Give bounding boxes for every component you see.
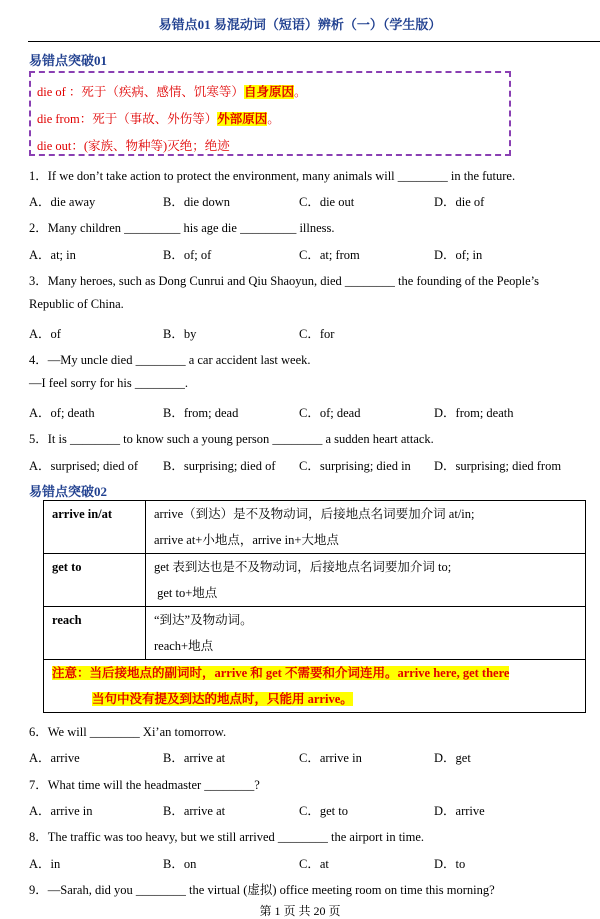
rule-line-1-suffix: 。	[293, 85, 307, 99]
table-row	[44, 554, 586, 607]
q4-option-d: D．from; death	[434, 406, 514, 420]
explanation-line: get 表到达也是不及物动词，后接地点名词要加介词 to;	[154, 560, 452, 574]
q2-option-d: D．of; in	[434, 248, 483, 262]
title-divider	[28, 41, 600, 42]
q6-option-c: C．arrive in	[299, 751, 362, 765]
q4-option-c: C．of; dead	[299, 406, 361, 420]
rule-line-1-text: die of ：死于（疾病、感情、饥寒等）	[37, 85, 244, 99]
term-cell	[44, 607, 146, 660]
term-get-to: get to	[52, 560, 82, 574]
explanation-cell	[146, 501, 586, 554]
term-arrive: arrive in/at	[52, 507, 113, 521]
explanation-line: get to+地点	[154, 586, 218, 600]
q5-option-b: B．surprising; died of	[163, 459, 276, 473]
note-line-2-text: 当句中没有提及到达的地点时，只能用 arrive。	[92, 692, 353, 706]
question-3-stem-cont: Republic of China.	[29, 297, 124, 311]
explanation-line: “到达”及物动词。	[154, 613, 253, 627]
q8-option-d: D．to	[434, 857, 466, 871]
q8-option-a: A．in	[29, 857, 61, 871]
q6-option-d: D．get	[434, 751, 471, 765]
q4-option-a: A．of; death	[29, 406, 95, 420]
term-cell	[44, 554, 146, 607]
q1-option-a: A．die away	[29, 195, 96, 209]
question-3-stem: 3．Many heroes, such as Dong Cunrui and Qiu Shaoyun, died ________ the founding of the People’s	[29, 274, 540, 288]
rule-line-2	[37, 109, 280, 127]
q1-option-c: C．die out	[299, 195, 355, 209]
q8-option-c: C．at	[299, 857, 329, 871]
note-line-1-text: 注意：当后接地点的副词时，arrive 和 get 不需要和介词连用。arrive here, get there	[52, 666, 510, 680]
q7-option-b: B．arrive at	[163, 804, 226, 818]
q6-option-a: A．arrive	[29, 751, 80, 765]
q7-option-d: D．arrive	[434, 804, 485, 818]
rule-line-1-highlight: 自身原因	[243, 85, 294, 99]
section2-heading: 易错点突破02	[29, 484, 108, 499]
question-9-stem: 9．—Sarah, did you ________ the virtual (虚拟) office meeting room on time this morning?	[29, 883, 495, 897]
q1-option-b: B．die down	[163, 195, 231, 209]
explanation-cell	[146, 607, 586, 660]
note-cell	[44, 660, 586, 713]
q6-option-b: B．arrive at	[163, 751, 226, 765]
term-cell	[44, 501, 146, 554]
q3-option-c: C．for	[299, 327, 335, 341]
verb-comparison-table	[43, 500, 586, 713]
explanation-line: reach+地点	[154, 639, 214, 653]
question-4-stem-cont: —I feel sorry for his ________.	[29, 376, 188, 390]
note-row	[44, 660, 586, 713]
q5-option-a: A．surprised; died of	[29, 459, 139, 473]
explanation-line: arrive at+小地点，arrive in+大地点	[154, 533, 339, 547]
question-5-stem: 5．It is ________ to know such a young person ________ a sudden heart attack.	[29, 432, 434, 446]
q8-option-b: B．on	[163, 857, 197, 871]
q2-option-c: C．at; from	[299, 248, 360, 262]
page-footer: 第 1 页 共 20 页	[259, 904, 341, 918]
rule-line-1	[37, 82, 306, 100]
q5-option-c: C．surprising; died in	[299, 459, 411, 473]
q3-option-b: B．by	[163, 327, 197, 341]
q5-option-d: D．surprising; died from	[434, 459, 562, 473]
explanation-cell	[146, 554, 586, 607]
rule-line-2-text: die from：死于（事故、外伤等）	[37, 112, 218, 126]
q3-option-a: A．of	[29, 327, 61, 341]
section1-heading: 易错点突破01	[29, 53, 108, 68]
rule-line-2-suffix: 。	[267, 112, 280, 126]
q7-option-a: A．arrive in	[29, 804, 93, 818]
question-4-stem: 4．—My uncle died ________ a car accident last week.	[29, 353, 311, 367]
q1-option-d: D．die of	[434, 195, 485, 209]
table-row	[44, 607, 586, 660]
note-line-2	[52, 686, 577, 712]
question-2-stem: 2．Many children _________ his age die _________ illness.	[29, 221, 335, 235]
explanation-line: arrive（到达）是不及物动词，后接地点名词要加介词 at/in;	[154, 507, 475, 521]
term-reach: reach	[52, 613, 82, 627]
question-8-stem: 8．The traffic was too heavy, but we still arrived ________ the airport in time.	[29, 830, 425, 844]
question-7-stem: 7．What time will the headmaster ________?	[29, 778, 260, 792]
q4-option-b: B．from; dead	[163, 406, 239, 420]
table-row	[44, 501, 586, 554]
question-1-stem: 1．If we don’t take action to protect the environment, many animals will ________ in the future.	[29, 169, 516, 183]
q2-option-b: B．of; of	[163, 248, 212, 262]
q7-option-c: C．get to	[299, 804, 348, 818]
rule-line-2-highlight: 外部原因	[217, 112, 268, 126]
question-6-stem: 6．We will ________ Xi’an tomorrow.	[29, 725, 227, 739]
page-title: 易错点01 易混动词（短语）辨析（一）（学生版）	[158, 17, 442, 32]
q2-option-a: A．at; in	[29, 248, 76, 262]
rule-line-3: die out：(家族、物种等)灭绝；绝迹	[37, 139, 230, 153]
note-line-1	[52, 660, 577, 686]
